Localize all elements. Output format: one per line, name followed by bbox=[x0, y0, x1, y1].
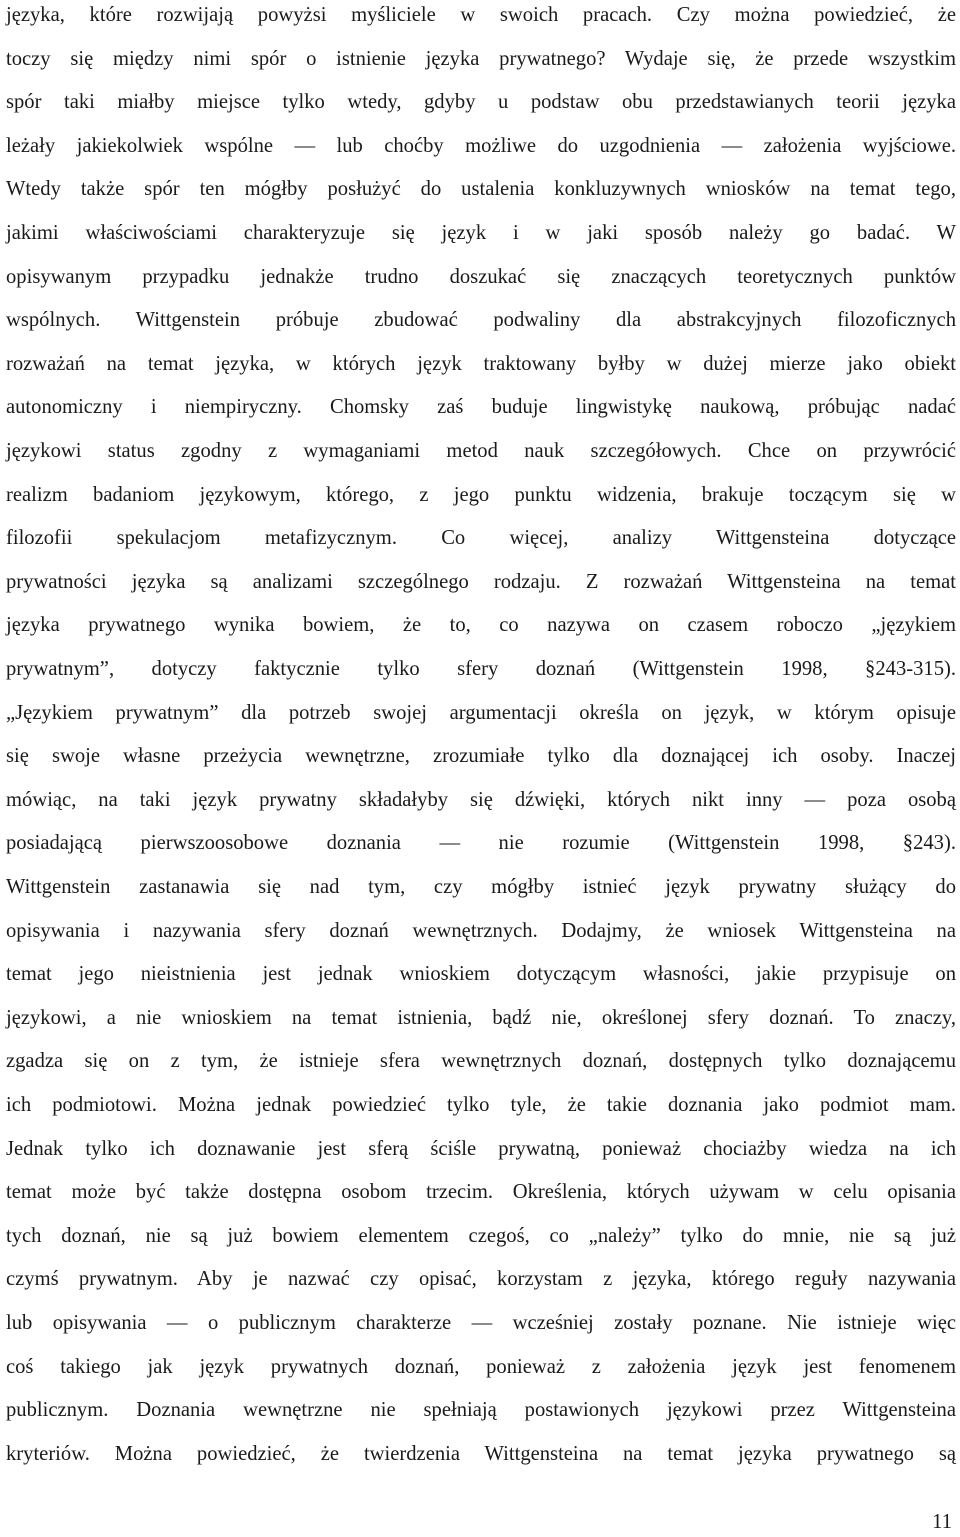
text-line: prywatności języka są analizami szczególnego rodzaju. Z rozważań Wittgensteina na temat bbox=[6, 570, 956, 593]
text-line: publicznym. Doznania wewnętrzne nie spełniają postawionych językowi przez Wittgensteina bbox=[6, 1399, 956, 1422]
text-line: się swoje własne przeżycia wewnętrzne, zrozumiałe tylko dla doznającej ich osoby. Inaczej bbox=[6, 745, 956, 768]
text-line: językowi status zgodny z wymaganiami metod nauk szczegółowych. Chce on przywrócić bbox=[6, 440, 956, 462]
text-line: jakimi właściwościami charakteryzuje się język i w jaki sposób należy go badać. W bbox=[6, 222, 956, 244]
text-line: językowi, a nie wnioskiem na temat istnienia, bądź nie, określonej sfery doznań. To znaczy, bbox=[6, 1006, 956, 1029]
text-line: zgadza się on z tym, że istnieje sfera wewnętrznych doznań, dostępnych tylko doznającemu bbox=[6, 1050, 956, 1073]
text-line: filozofii spekulacjom metafizycznym. Co więcej, analizy Wittgensteina dotyczące bbox=[6, 527, 956, 550]
text-line: lub opisywania — o publicznym charakterze — wcześniej zostały poznane. Nie istnieje więc bbox=[6, 1312, 956, 1334]
text-line: języka prywatnego wynika bowiem, że to, co nazywa on czasem roboczo „językiem bbox=[6, 614, 956, 637]
text-line: „Językiem prywatnym” dla potrzeb swojej argumentacji określa on język, w którym opisuje bbox=[6, 701, 956, 724]
text-line: Wtedy także spór ten mógłby posłużyć do ustalenia konkluzywnych wniosków na temat tego, bbox=[6, 178, 956, 201]
text-line: posiadającą pierwszoosobowe doznania — nie rozumie (Wittgenstein 1998, §243). bbox=[6, 832, 956, 855]
text-line: opisywania i nazywania sfery doznań wewnętrznych. Dodajmy, że wniosek Wittgensteina na bbox=[6, 919, 956, 942]
text-line: Jednak tylko ich doznawanie jest sferą ściśle prywatną, ponieważ chociażby wiedza na ich bbox=[6, 1137, 956, 1160]
text-line: temat jego nieistnienia jest jednak wnioskiem dotyczącym własności, jakie przypisuje on bbox=[6, 963, 956, 986]
text-line: Wittgenstein zastanawia się nad tym, czy mógłby istnieć język prywatny służący do bbox=[6, 876, 956, 898]
text-line: czymś prywatnym. Aby je nazwać czy opisać, korzystam z języka, którego reguły nazywania bbox=[6, 1268, 956, 1291]
text-line: tych doznań, nie są już bowiem elementem czegoś, co „należy” tylko do mnie, nie są już bbox=[6, 1224, 956, 1247]
text-line: temat może być także dostępna osobom trzecim. Określenia, których używam w celu opisania bbox=[6, 1181, 956, 1204]
text-line: kryteriów. Można powiedzieć, że twierdzenia Wittgensteina na temat języka prywatnego są bbox=[6, 1442, 956, 1465]
text-line: toczy się między nimi spór o istnienie języka prywatnego? Wydaje się, że przede wszystkim bbox=[6, 47, 956, 70]
text-line: prywatnym”, dotyczy faktycznie tylko sfery doznań (Wittgenstein 1998, §243-315). bbox=[6, 658, 956, 680]
text-line: opisywanym przypadku jednakże trudno doszukać się znaczących teoretycznych punktów bbox=[6, 265, 956, 288]
text-line: rozważań na temat języka, w których język traktowany byłby w dużej mierze jako obiekt bbox=[6, 352, 956, 375]
text-line: coś takiego jak język prywatnych doznań, ponieważ z założenia język jest fenomenem bbox=[6, 1355, 956, 1378]
text-line: leżały jakiekolwiek wspólne — lub choćby możliwe do uzgodnienia — założenia wyjściowe. bbox=[6, 134, 956, 157]
text-line: spór taki miałby miejsce tylko wtedy, gdyby u podstaw obu przedstawianych teorii języka bbox=[6, 91, 956, 114]
text-line: wspólnych. Wittgenstein próbuje zbudować podwaliny dla abstrakcyjnych filozoficznych bbox=[6, 309, 956, 332]
text-line: autonomiczny i niempiryczny. Chomsky zaś buduje lingwistykę naukową, próbując nadać bbox=[6, 396, 956, 419]
text-line: realizm badaniom językowym, którego, z jego punktu widzenia, brakuje toczącym się w bbox=[6, 483, 956, 506]
text-line: mówiąc, na taki język prywatny składałyby się dźwięki, których nikt inny — poza osobą bbox=[6, 788, 956, 811]
text-line: języka, które rozwijają powyżsi myśliciele w swoich pracach. Czy można powiedzieć, że bbox=[6, 4, 956, 26]
text-line: ich podmiotowi. Można jednak powiedzieć tylko tyle, że takie doznania jako podmiot mam. bbox=[6, 1094, 956, 1116]
page-number: 11 bbox=[932, 1511, 952, 1533]
